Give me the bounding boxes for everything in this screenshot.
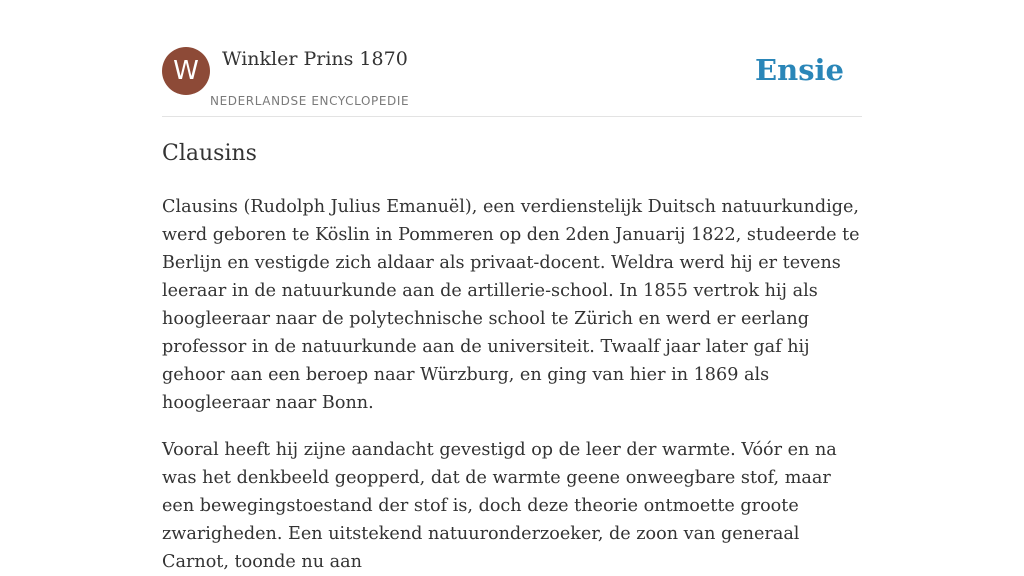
header [162, 47, 862, 117]
article-paragraph-2: Vooral heeft hij zijne aandacht gevestigd op de leer der warmte. Vóór en na was het denkbeeld geopperd, dat de warmte geene onweegbare stof, maar een bewegingstoestand der stof is, doch deze theorie ontmoette groote zwarigheden. Een uitstekend natuuronderzoeker, de zoon van generaal Carnot, toonde nu aan [162, 440, 837, 572]
article-paragraph-1: Clausins (Rudolph Julius Emanuël), een verdienstelijk Duitsch natuurkundige, werd geboren te Köslin in Pommeren op den 2den Januarij 1822, studeerde te Berlijn en vestigde zich aldaar als privaat-docent. Weldra werd hij er tevens leeraar in de natuurkunde aan de artillerie-school. In 1855 vertrok hij als hoogleeraar naar de polytechnische school te Zürich en werd er eerlang professor in de natuurkunde aan de universiteit. Twaalf jaar later gaf hij gehoor aan een beroep naar Würzburg, en ging van hier in 1869 als hoogleeraar naar Bonn. [162, 197, 860, 413]
source-subtitle: NEDERLANDSE ENCYCLOPEDIE [210, 94, 410, 108]
article [162, 138, 864, 576]
source-title-link[interactable]: Winkler Prins 1870 [222, 48, 408, 70]
ensie-logo-link[interactable]: Ensie [755, 53, 844, 87]
article-title: Clausins [162, 141, 257, 166]
source-avatar[interactable]: W [162, 47, 210, 95]
